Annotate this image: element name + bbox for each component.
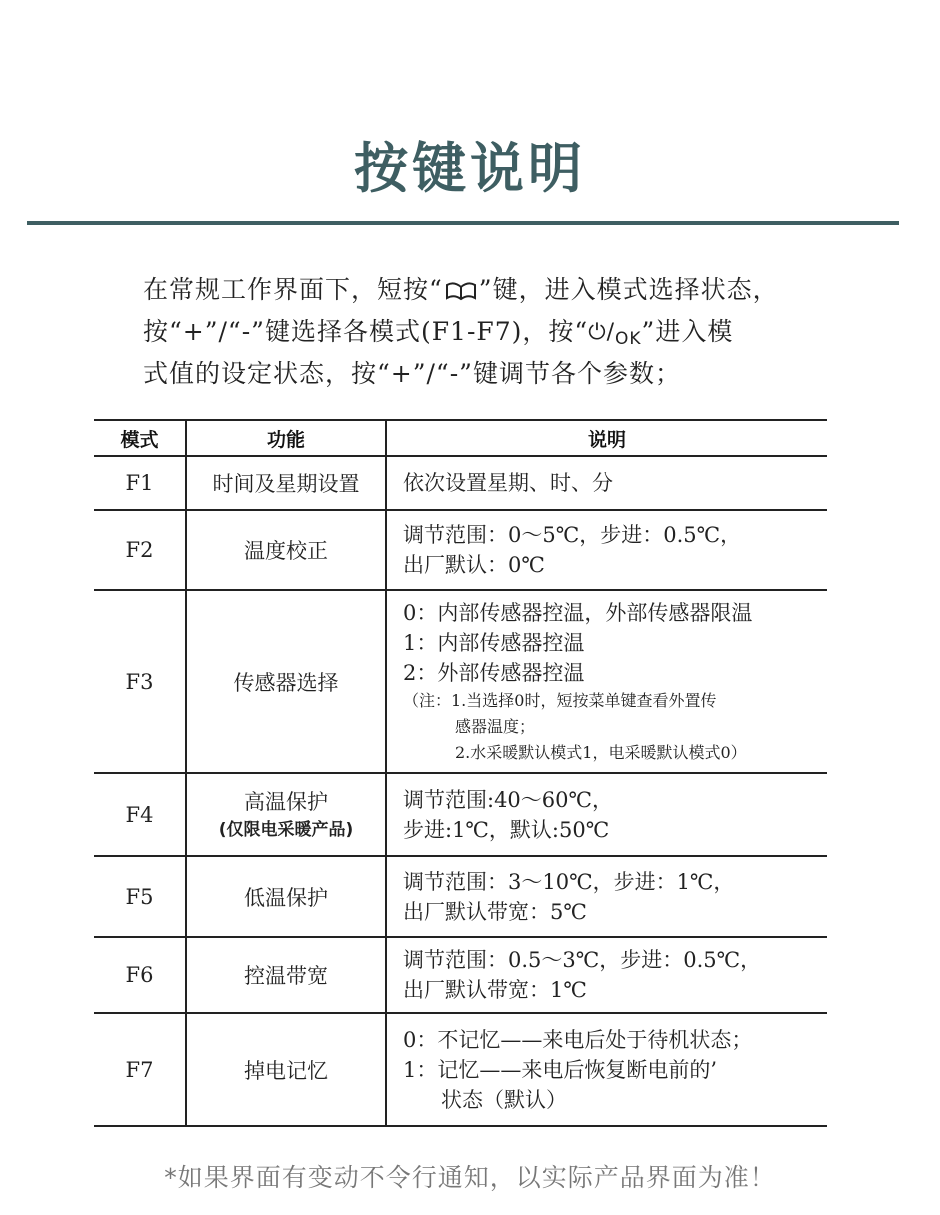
mode-cell: F7 bbox=[94, 1013, 186, 1126]
intro-line-1-before: 在常规工作界面下，短按“ bbox=[143, 275, 443, 304]
book-icon bbox=[444, 279, 478, 301]
table-row bbox=[94, 456, 827, 510]
description-line: 出厂默认：0℃ bbox=[403, 553, 545, 577]
table-row bbox=[94, 510, 827, 590]
description-cell bbox=[386, 456, 827, 510]
description-line: 0：不记忆——来电后处于待机状态； bbox=[403, 1027, 753, 1052]
header-description: 说明 bbox=[386, 420, 827, 456]
power-icon: ⏻/ bbox=[588, 320, 616, 345]
function-cell: 温度校正 bbox=[186, 510, 386, 590]
description-cell bbox=[386, 937, 827, 1013]
function-cell: 时间及星期设置 bbox=[186, 456, 386, 510]
mode-table-container bbox=[94, 419, 827, 1127]
description-cell bbox=[386, 510, 827, 590]
function-label: 高温保护 bbox=[244, 789, 328, 814]
mode-cell: F2 bbox=[94, 510, 186, 590]
description-line: 2：外部传感器控温 bbox=[403, 660, 585, 685]
intro-line-2-before: 按“+”/“-”键选择各模式(F1-F7)，按“ bbox=[143, 317, 589, 346]
description-line: 调节范围：3～10℃，步进：1℃， bbox=[403, 869, 735, 894]
ok-label: OK bbox=[615, 329, 642, 349]
table-row bbox=[94, 856, 827, 937]
description-line: 调节范围：0～5℃，步进：0.5℃， bbox=[403, 523, 742, 547]
intro-paragraph bbox=[143, 269, 855, 395]
table-header-row bbox=[94, 420, 827, 456]
description-line: 出厂默认带宽：1℃ bbox=[403, 978, 587, 1002]
mode-cell: F5 bbox=[94, 856, 186, 937]
table-row bbox=[94, 590, 827, 773]
intro-line-1-after: ”键，进入模式选择状态， bbox=[478, 275, 779, 304]
mode-cell: F1 bbox=[94, 456, 186, 510]
page-title: 按键说明 bbox=[354, 137, 586, 200]
mode-cell: F6 bbox=[94, 937, 186, 1013]
table-row bbox=[94, 937, 827, 1013]
function-cell bbox=[186, 773, 386, 856]
description-cell bbox=[386, 1013, 827, 1126]
description-line: 出厂默认带宽：5℃ bbox=[403, 899, 587, 924]
intro-line-1 bbox=[143, 269, 855, 311]
function-cell: 低温保护 bbox=[186, 856, 386, 937]
intro-line-3: 式值的设定状态，按“+”/“-”键调节各个参数； bbox=[143, 359, 681, 388]
description-line: 0：内部传感器控温，外部传感器限温 bbox=[403, 600, 753, 625]
description-line: 调节范围:40～60℃， bbox=[403, 787, 614, 812]
function-cell: 传感器选择 bbox=[186, 590, 386, 773]
description-cell bbox=[386, 590, 827, 773]
description-line: 调节范围：0.5～3℃，步进：0.5℃， bbox=[403, 948, 762, 972]
function-cell: 控温带宽 bbox=[186, 937, 386, 1013]
note-line: 2.水采暖默认模式1，电采暖默认模式0） bbox=[455, 742, 747, 762]
header-function: 功能 bbox=[186, 420, 386, 456]
intro-line-2 bbox=[143, 311, 855, 353]
function-cell: 掉电记忆 bbox=[186, 1013, 386, 1126]
table-row bbox=[94, 1013, 827, 1126]
description-line: 1：内部传感器控温 bbox=[403, 630, 585, 655]
description-line: 1：记忆——来电后恢复断电前的’ bbox=[403, 1057, 718, 1082]
note-line: （注：1.当选择0时，短按菜单键查看外置传 bbox=[403, 690, 717, 710]
title-divider bbox=[27, 221, 899, 225]
description-line: 步进:1℃，默认:50℃ bbox=[403, 817, 610, 842]
header-mode: 模式 bbox=[94, 420, 186, 456]
description-line: 依次设置星期、时、分 bbox=[403, 471, 613, 495]
function-sublabel: (仅限电采暖产品) bbox=[218, 819, 354, 840]
table-row bbox=[94, 773, 827, 856]
mode-cell: F3 bbox=[94, 590, 186, 773]
intro-line-2-after: ”进入模 bbox=[641, 317, 734, 346]
note-line: 感器温度； bbox=[455, 716, 536, 736]
footnote: *如果界面有变动不令行通知，以实际产品界面为准！ bbox=[164, 1163, 776, 1192]
mode-table bbox=[94, 419, 827, 1127]
description-cell bbox=[386, 773, 827, 856]
mode-cell: F4 bbox=[94, 773, 186, 856]
description-cell bbox=[386, 856, 827, 937]
description-line: 状态（默认） bbox=[441, 1087, 567, 1112]
